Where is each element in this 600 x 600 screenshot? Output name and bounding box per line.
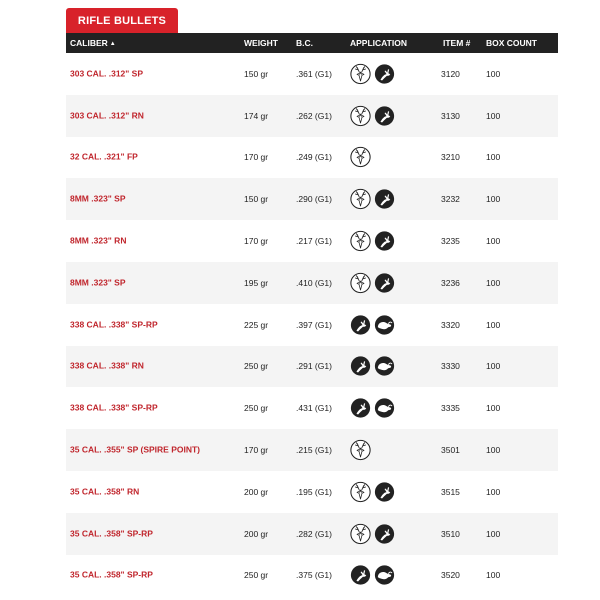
box-count-cell: 100 [486,403,501,414]
application-cell [350,314,395,335]
item-header: ITEM # [443,38,471,48]
rifle-bullets-tab[interactable]: RIFLE BULLETS [66,8,178,33]
weight-cell: 250 gr [244,570,269,581]
item-number-cell: 3232 [441,194,460,205]
deer-solid-icon [374,523,395,544]
deer-icon [350,481,371,502]
caliber-link[interactable]: 35 CAL. .358" SP-RP [70,569,153,580]
application-header: APPLICATION [350,38,407,48]
caliber-link[interactable]: 8MM .323" SP [70,277,126,288]
item-number-cell: 3120 [441,68,460,79]
weight-cell: 170 gr [244,236,269,247]
caliber-link[interactable]: 303 CAL. .312" RN [70,110,144,121]
deer-solid-icon [350,314,371,335]
box-count-cell: 100 [486,152,501,163]
item-number-cell: 3236 [441,277,460,288]
weight-cell: 170 gr [244,445,269,456]
bc-cell: .282 (G1) [296,528,332,539]
table-row [66,513,558,555]
sort-up-icon: ▲ [109,41,116,47]
application-cell [350,565,395,586]
deer-solid-icon [374,189,395,210]
item-number-cell: 3510 [441,528,460,539]
item-number-cell: 3501 [441,445,460,456]
table-row [66,304,558,346]
application-cell [350,189,395,210]
bc-cell: .262 (G1) [296,110,332,121]
weight-cell: 174 gr [244,110,269,121]
bc-cell: .375 (G1) [296,570,332,581]
deer-solid-icon [350,565,371,586]
bc-cell: .397 (G1) [296,319,332,330]
box-count-cell: 100 [486,570,501,581]
weight-cell: 170 gr [244,152,269,163]
weight-cell: 195 gr [244,277,269,288]
bc-cell: .290 (G1) [296,194,332,205]
bc-cell: .431 (G1) [296,403,332,414]
table-row [66,429,558,471]
bc-cell: .195 (G1) [296,486,332,497]
item-number-cell: 3330 [441,361,460,372]
deer-icon [350,147,371,168]
box-count-header: BOX COUNT [486,38,537,48]
deer-solid-icon [350,356,371,377]
application-cell [350,63,395,84]
weight-cell: 150 gr [244,68,269,79]
deer-icon [350,189,371,210]
deer-icon [350,231,371,252]
table-row [66,387,558,429]
application-cell [350,356,395,377]
caliber-link[interactable]: 8MM .323" SP [70,193,126,204]
item-number-cell: 3515 [441,486,460,497]
box-count-cell: 100 [486,194,501,205]
deer-icon [350,105,371,126]
item-number-cell: 3210 [441,152,460,163]
application-cell [350,523,395,544]
buffalo-icon [374,565,395,586]
box-count-cell: 100 [486,445,501,456]
buffalo-icon [374,398,395,419]
deer-icon [350,63,371,84]
table-body [66,53,558,596]
caliber-header[interactable] [70,33,116,53]
table-row [66,137,558,179]
deer-icon [350,272,371,293]
table-row [66,471,558,513]
weight-cell: 250 gr [244,403,269,414]
application-cell [350,398,395,419]
caliber-link[interactable]: 8MM .323" RN [70,235,127,246]
item-number-cell: 3320 [441,319,460,330]
application-cell [350,272,395,293]
caliber-link[interactable]: 338 CAL. .338" SP-RP [70,402,158,413]
bc-cell: .410 (G1) [296,277,332,288]
table-row [66,220,558,262]
deer-solid-icon [374,63,395,84]
caliber-link[interactable]: 35 CAL. .358" SP-RP [70,528,153,539]
caliber-link[interactable]: 32 CAL. .321" FP [70,151,138,162]
deer-solid-icon [350,398,371,419]
table-header [66,33,558,53]
box-count-cell: 100 [486,528,501,539]
weight-cell: 250 gr [244,361,269,372]
caliber-link[interactable]: 35 CAL. .358" RN [70,486,140,497]
caliber-link[interactable]: 303 CAL. .312" SP [70,68,144,79]
weight-cell: 200 gr [244,486,269,497]
box-count-cell: 100 [486,68,501,79]
bc-cell: .217 (G1) [296,236,332,247]
application-cell [350,147,371,168]
caliber-link[interactable]: 338 CAL. .338" SP-RP [70,319,158,330]
item-number-cell: 3520 [441,570,460,581]
item-number-cell: 3130 [441,110,460,121]
item-number-cell: 3235 [441,236,460,247]
buffalo-icon [374,356,395,377]
table-row [66,95,558,137]
bc-cell: .249 (G1) [296,152,332,163]
application-cell [350,481,395,502]
box-count-cell: 100 [486,110,501,121]
deer-solid-icon [374,105,395,126]
box-count-cell: 100 [486,486,501,497]
weight-cell: 200 gr [244,528,269,539]
table-row [66,262,558,304]
bc-cell: .215 (G1) [296,445,332,456]
bc-cell: .361 (G1) [296,68,332,79]
deer-solid-icon [374,231,395,252]
table-row [66,346,558,388]
buffalo-icon [374,314,395,335]
deer-solid-icon [374,272,395,293]
deer-icon [350,523,371,544]
caliber-header-label: CALIBER [70,38,108,48]
box-count-cell: 100 [486,319,501,330]
weight-cell: 150 gr [244,194,269,205]
caliber-link[interactable]: 338 CAL. .338" RN [70,360,144,371]
application-cell [350,440,371,461]
caliber-link[interactable]: 35 CAL. .355" SP (SPIRE POINT) [70,444,200,455]
item-number-cell: 3335 [441,403,460,414]
deer-solid-icon [374,481,395,502]
box-count-cell: 100 [486,236,501,247]
table-row [66,555,558,597]
bullet-table [66,33,558,596]
box-count-cell: 100 [486,361,501,372]
table-row [66,178,558,220]
weight-cell: 225 gr [244,319,269,330]
table-row [66,53,558,95]
application-cell [350,231,395,252]
bc-header: B.C. [296,38,313,48]
box-count-cell: 100 [486,277,501,288]
application-cell [350,105,395,126]
bc-cell: .291 (G1) [296,361,332,372]
weight-header: WEIGHT [244,38,278,48]
deer-icon [350,440,371,461]
